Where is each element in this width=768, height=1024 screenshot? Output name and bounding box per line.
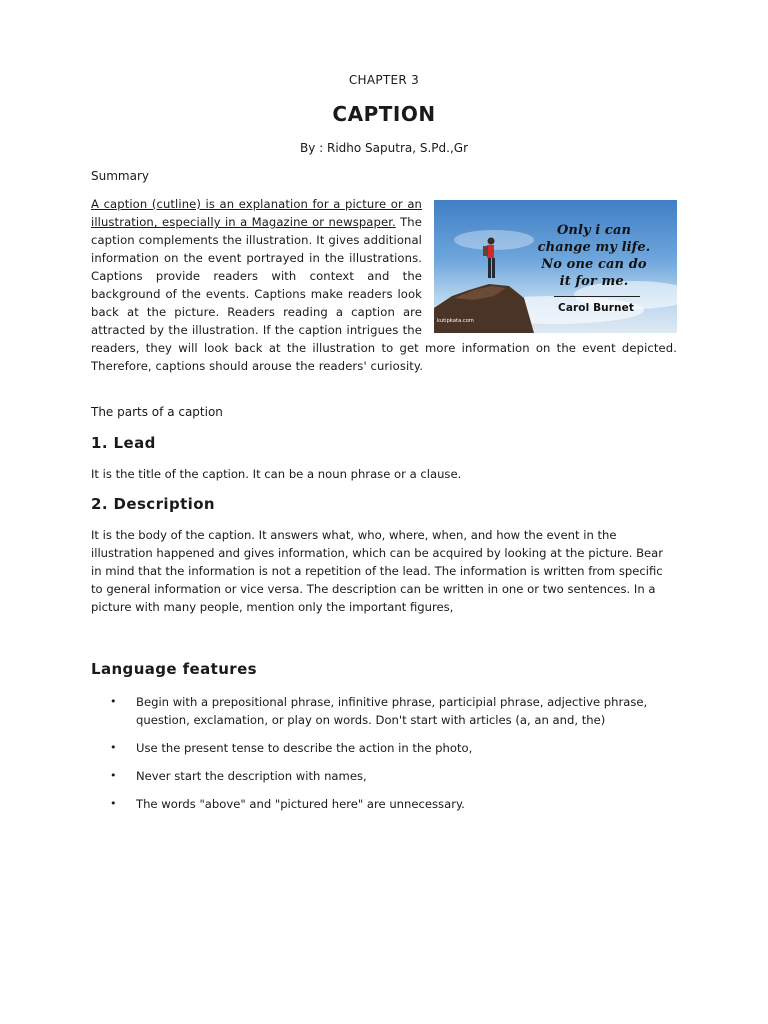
intro-paragraph: [91, 195, 677, 375]
lead-text: It is the title of the caption. It can be a noun phrase or a clause.: [91, 467, 462, 481]
bullet-icon: •: [110, 769, 117, 782]
quote-divider: [554, 296, 640, 297]
photo-watermark: kutipkata.com: [437, 318, 474, 324]
description-text: It is the body of the caption. It answers what, who, where, when, and how the event in the illustration happened and gives information, which can be acquired by looking at the picture. Bear in mind that the information is not a repetition of the lead. The information is written from specific to general information or vice versa. The description can be written in one or two sentences. In a picture with many people, mention only the important figures,: [91, 528, 664, 614]
list-item: • Use the present tense to describe the action in the photo,: [110, 741, 473, 755]
bullet-icon: •: [110, 797, 117, 810]
bullet-icon: •: [110, 695, 117, 708]
intro-body: The caption complements the illustration. It gives additional information on the event portrayed in the illustrations. Captions provide readers with context and the background of the events. Captions make readers look back at the picture. Readers reading a caption are attracted by the illustration. If the caption intrigues the readers, they will look back at the illustration to get more information on the event depicted. Therefore, captions should arouse the readers' curiosity.: [91, 215, 677, 373]
chapter-label: CHAPTER 3: [348, 73, 420, 87]
language-features-list: [108, 693, 668, 823]
list-item: • Begin with a prepositional phrase, infinitive phrase, participial phrase, adjective phrase, question, exclamation, or play on words. Don't start with articles (a, an and, the): [110, 695, 648, 727]
quote-photo: [434, 200, 677, 333]
author-byline: By : Ridho Saputra, S.Pd.,Gr: [299, 141, 469, 155]
summary-label: Summary: [91, 169, 149, 183]
bullet-icon: •: [110, 741, 117, 754]
list-item: • The words "above" and "pictured here" are unnecessary.: [110, 797, 465, 811]
intro-definition: A caption (cutline) is an explanation for a picture or an illustration, especially in a Magazine or newspaper.: [91, 197, 422, 229]
language-features-heading: Language features: [91, 660, 257, 678]
description-heading: 2. Description: [91, 495, 215, 513]
photo-quote-author: Carol Burnet: [558, 302, 634, 314]
parts-label: The parts of a caption: [91, 405, 223, 419]
photo-quote-text: Only i can change my life. No one can do it for me.: [537, 223, 651, 289]
lead-heading: 1. Lead: [91, 434, 156, 452]
page-title: CAPTION: [332, 102, 436, 126]
list-item: • Never start the description with names,: [110, 769, 367, 783]
